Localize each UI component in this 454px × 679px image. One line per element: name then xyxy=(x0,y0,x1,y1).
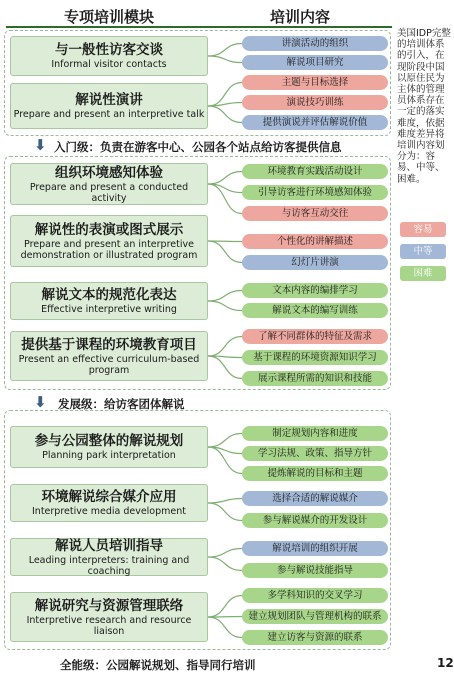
level-development-label: 发展级：给访客团体解说 xyxy=(58,397,185,411)
legend-medium: 中等 xyxy=(400,244,446,259)
content-item: 主题与目标选择 xyxy=(242,75,388,90)
level-expert-label: 全能级：公园解说规划、指导同行培训 xyxy=(60,658,256,672)
module-title-en: Present an effective curriculum-based program xyxy=(18,353,200,376)
header-content: 培训内容 xyxy=(270,8,331,26)
content-item: 引导访客进行环境感知体验 xyxy=(242,185,388,200)
content-item: 解说项目研究 xyxy=(242,55,388,70)
content-item: 幻灯片讲演 xyxy=(242,255,388,270)
content-item: 文本内容的编排学习 xyxy=(242,283,388,298)
header-modules: 专项培训模块 xyxy=(64,8,155,26)
content-item: 环境教育实践活动设计 xyxy=(242,164,388,179)
content-item: 解说文本的编写训练 xyxy=(242,303,388,318)
content-item: 参与解说媒介的开发设计 xyxy=(242,513,388,528)
module-title-zh: 解说文本的规范化表达 xyxy=(41,287,177,303)
module-title-zh: 解说人员培训指导 xyxy=(55,537,163,554)
content-item: 提炼解说的目标和主题 xyxy=(242,466,388,481)
content-item: 讲演活动的组织 xyxy=(242,36,388,51)
module-title-zh: 与一般性访客交谈 xyxy=(55,42,163,58)
content-item: 了解不同群体的特征及需求 xyxy=(242,329,388,344)
module-interpretive-talk xyxy=(10,83,208,129)
module-title-zh: 提供基于课程的环境教育项目 xyxy=(21,336,197,353)
module-title-zh: 解说研究与资源管理联络 xyxy=(34,597,184,614)
content-item: 基于课程的环境资源知识学习 xyxy=(242,350,388,365)
module-title-en: Leading interpreters: training and coaching xyxy=(28,554,190,577)
content-item: 演说技巧训练 xyxy=(242,95,388,110)
module-title-en: Interpretive media development xyxy=(32,506,186,517)
module-title-zh: 组织环境感知体验 xyxy=(55,164,163,181)
module-title-zh: 环境解说综合媒介应用 xyxy=(41,489,177,505)
module-title-en: Prepare and present an interpretive talk xyxy=(13,109,205,120)
content-item: 个性化的讲解描述 xyxy=(242,234,388,249)
content-item: 选择合适的解说媒介 xyxy=(242,491,388,506)
content-item: 建立规划团队与管理机构的联系 xyxy=(242,609,388,624)
content-item: 展示课程所需的知识和技能 xyxy=(242,371,388,386)
legend-easy: 容易 xyxy=(400,222,446,237)
module-title-en: Prepare and present a conducted activity xyxy=(29,181,189,204)
module-title-en: Effective interpretive writing xyxy=(41,304,177,315)
module-conducted-activity xyxy=(10,163,208,205)
module-title-en: Prepare and present an interpretive demonstration or illustrated program xyxy=(20,238,198,261)
content-item: 制定规划内容和进度 xyxy=(242,426,388,441)
level-entry-label: 入门级：负责在游客中心、公园各个站点给访客提供信息 xyxy=(54,140,342,154)
module-research-liaison xyxy=(10,592,208,642)
module-curriculum-program xyxy=(10,331,208,381)
content-item: 参与解说技能指导 xyxy=(242,563,388,578)
module-title-en: Planning park interpretation xyxy=(42,450,176,461)
module-title-zh: 解说性的表演或图式展示 xyxy=(34,221,184,238)
module-media-development xyxy=(10,484,208,522)
module-training-coaching xyxy=(10,538,208,576)
content-item: 建立访客与资源的联系 xyxy=(242,630,388,645)
legend-hard: 困难 xyxy=(400,266,446,281)
content-item: 多学科知识的交叉学习 xyxy=(242,588,388,603)
module-interpretive-writing xyxy=(10,282,208,320)
page-number: 12 xyxy=(437,656,454,670)
difficulty-note: 美国IDP完整的培训体系的引入，在现阶段中国以原住民为主体的管理员体系存在一定的落实难度，依据难度差异将培训内容划分为：容易、中等、困难。 xyxy=(397,28,451,185)
module-title-zh: 解说性演讲 xyxy=(75,92,143,108)
module-park-planning xyxy=(10,426,208,468)
module-title-en: Informal visitor contacts xyxy=(51,59,167,70)
module-title-zh: 参与公园整体的解说规划 xyxy=(34,433,184,449)
down-arrow-icon: ⬇ xyxy=(34,393,47,411)
content-item: 学习法规、政策、指导方针 xyxy=(242,446,388,461)
module-informal-visitor-contacts xyxy=(10,36,208,76)
content-item: 与访客互动交往 xyxy=(242,206,388,221)
module-title-en: Interpretive research and resource liaison xyxy=(26,614,192,637)
module-demonstration-program xyxy=(10,215,208,267)
content-item: 提供演说并评估解说价值 xyxy=(242,115,388,130)
content-item: 解说培训的组织开展 xyxy=(242,541,388,556)
down-arrow-icon: ⬇ xyxy=(34,136,47,154)
